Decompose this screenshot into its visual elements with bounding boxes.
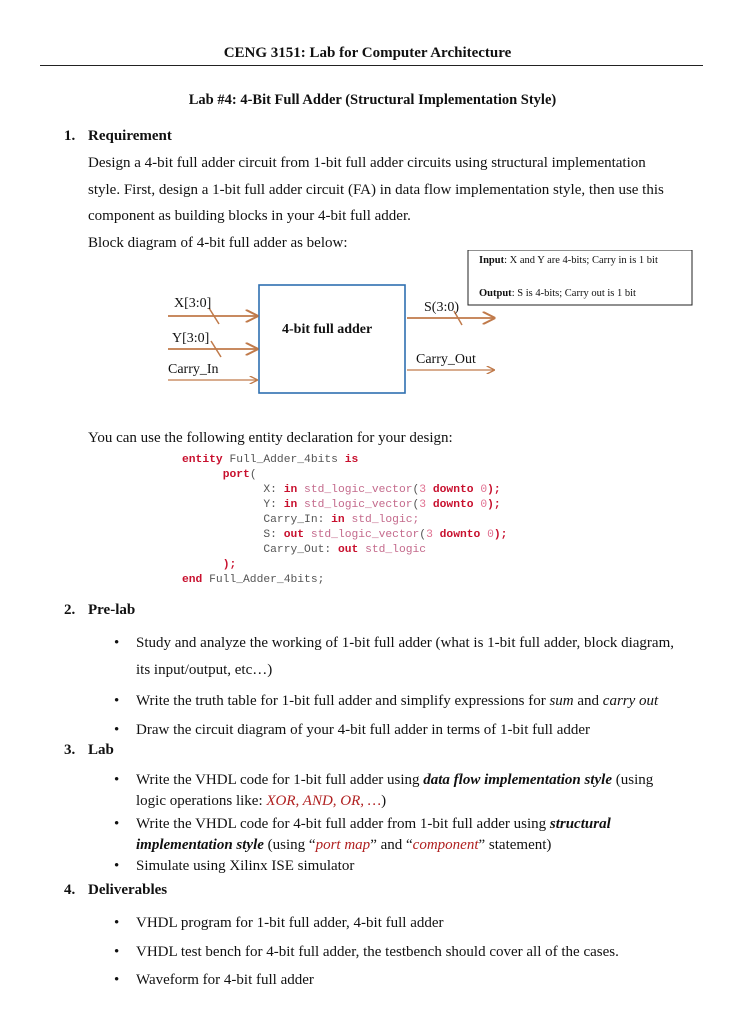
prelab-list [114, 630, 714, 743]
section-number: 4. [64, 882, 76, 898]
port-type: std_logic; [351, 514, 420, 526]
port-carry-in [263, 514, 419, 526]
entity-intro: You can use the following entity declaration for your design: [88, 430, 453, 446]
port-downto: downto [432, 484, 474, 496]
course-title: CENG 3151: Lab for Computer Architecture [223, 45, 512, 61]
item-emph: component [412, 836, 479, 853]
item-emph: data flow implementation style [423, 772, 612, 788]
item-text: Simulate using Xilinx ISE simulator [136, 858, 355, 874]
code-keyword: end [182, 574, 203, 586]
item-text: ” and “ [370, 836, 413, 853]
code-keyword: entity [182, 454, 223, 466]
lab-title: Lab #4: 4-Bit Full Adder (Structural Implementation Style) [188, 92, 557, 108]
section-title: Deliverables [88, 882, 168, 898]
item-text: its input/output, etc…) [136, 661, 273, 678]
port-type: std_logic_vector [304, 484, 413, 496]
requirement-heading [64, 128, 172, 145]
prelab-heading [64, 602, 135, 619]
input-note-text: : X and Y are 4-bits; Carry in is 1 bit [504, 255, 658, 266]
list-item: • Waveform for 4-bit full adder [114, 966, 714, 995]
port-lo: 0 [480, 499, 488, 511]
output-note-text: : S is 4-bits; Carry out is 1 bit [511, 288, 636, 299]
section-title: Lab [88, 742, 114, 758]
port-x: X: in std_logic_vector(3 downto 0); [263, 484, 501, 496]
item-emph: implementation style [136, 836, 264, 853]
port-dir: out [337, 544, 359, 556]
title-divider [40, 65, 703, 66]
port-y: Y: in std_logic_vector(3 downto 0); [263, 499, 501, 511]
output-note [479, 288, 636, 299]
list-item [114, 630, 714, 683]
port-dir: in [283, 499, 298, 511]
code-keyword: port [222, 469, 250, 481]
block-diagram-intro: Block diagram of 4-bit full adder as below: [88, 234, 348, 251]
port-end: ); [487, 484, 501, 496]
list-item [114, 856, 714, 877]
deliverables-heading [64, 882, 167, 899]
item-text: ” statement) [478, 836, 552, 853]
entity-code-block [182, 453, 507, 588]
list-item [114, 688, 714, 715]
item-text: Write the VHDL code for 1-bit full adder using [136, 772, 424, 788]
port-name: Carry_Out: [263, 544, 332, 556]
item-text: ) [381, 792, 387, 809]
port-hi: 3 [426, 529, 433, 541]
section-number: 3. [64, 742, 76, 758]
code-keyword: is [344, 454, 359, 466]
s-output-label: S(3:0) [424, 300, 459, 315]
item-emph: carry out [602, 693, 659, 709]
section-number: 1. [64, 128, 76, 144]
requirement-text [88, 150, 708, 256]
list-item [114, 770, 714, 811]
port-hi: 3 [419, 499, 427, 511]
port-dir: in [331, 514, 345, 526]
carry-out-label: Carry_Out [416, 352, 476, 367]
section-number: 2. [64, 602, 76, 618]
port-type: std_logic_vector [310, 529, 420, 541]
x-input-label: X[3:0] [174, 296, 212, 311]
requirement-line: style. First, design a 1-bit full adder circuit (FA) in data flow implementation style, then use this [88, 181, 664, 198]
item-text: Draw the circuit diagram of your 4-bit full adder in terms of 1-bit full adder [136, 721, 591, 738]
list-item: • VHDL test bench for 4-bit full adder, the testbench should cover all of the cases. [114, 938, 714, 967]
code-punct: ( [249, 469, 257, 481]
section-title: Pre-lab [88, 602, 136, 618]
port-hi: 3 [419, 484, 427, 496]
port-dir: in [283, 484, 298, 496]
port-s: S: out std_logic_vector(3 downto 0); [263, 529, 508, 541]
port-name: S: [263, 529, 277, 541]
code-punct: ); [222, 559, 237, 571]
lab-heading [64, 742, 114, 759]
port-downto: downto [432, 499, 474, 511]
output-note-label: Output [479, 288, 512, 299]
item-text: logic operations like: [136, 792, 267, 809]
requirement-line: Design a 4-bit full adder circuit from 1-bit full adder circuits using structural implementation [88, 155, 646, 171]
port-type: std_logic [365, 544, 427, 556]
item-text: and [573, 693, 603, 709]
port-name: Carry_In: [263, 514, 325, 526]
item-emph: structural [549, 816, 611, 832]
port-name: Y: [263, 499, 277, 511]
item-emph: port map [315, 836, 371, 853]
section-title: Requirement [88, 128, 172, 144]
port-downto: downto [439, 529, 481, 541]
list-item [114, 717, 714, 744]
port-carry-out [263, 544, 426, 556]
port-name: X: [263, 484, 277, 496]
item-text: (using “ [263, 836, 316, 853]
deliverables-list [114, 909, 714, 995]
entity-name: Full_Adder_4bits [229, 454, 338, 466]
entity-end-name: Full_Adder_4bits; [209, 574, 325, 586]
item-text: (using [611, 772, 654, 788]
item-emph: XOR, AND, OR, … [266, 792, 382, 809]
y-input-label: Y[3:0] [172, 331, 210, 346]
carry-in-label: Carry_In [168, 362, 219, 377]
item-text: Write the VHDL code for 4-bit full adder from 1-bit full adder using [136, 816, 550, 832]
requirement-line: component as building blocks in your 4-bit full adder. [88, 208, 411, 224]
port-lo: 0 [487, 529, 494, 541]
full-adder-box [259, 285, 405, 393]
port-end: ); [487, 499, 501, 511]
item-text: Study and analyze the working of 1-bit full adder (what is 1-bit full adder, block diagram, [136, 635, 675, 651]
list-item [114, 814, 714, 855]
port-type: std_logic_vector [304, 499, 413, 511]
input-note-label: Input [479, 255, 505, 266]
item-text: Write the truth table for 1-bit full adder and simplify expressions for [136, 693, 550, 709]
port-lo: 0 [480, 484, 488, 496]
port-dir: out [283, 529, 305, 541]
list-item: • VHDL program for 1-bit full adder, 4-bit full adder [114, 909, 714, 938]
port-end: ); [493, 529, 508, 541]
item-emph: sum [549, 693, 574, 709]
full-adder-label: 4-bit full adder [282, 322, 373, 337]
lab-list [114, 770, 714, 877]
input-note [479, 255, 658, 266]
